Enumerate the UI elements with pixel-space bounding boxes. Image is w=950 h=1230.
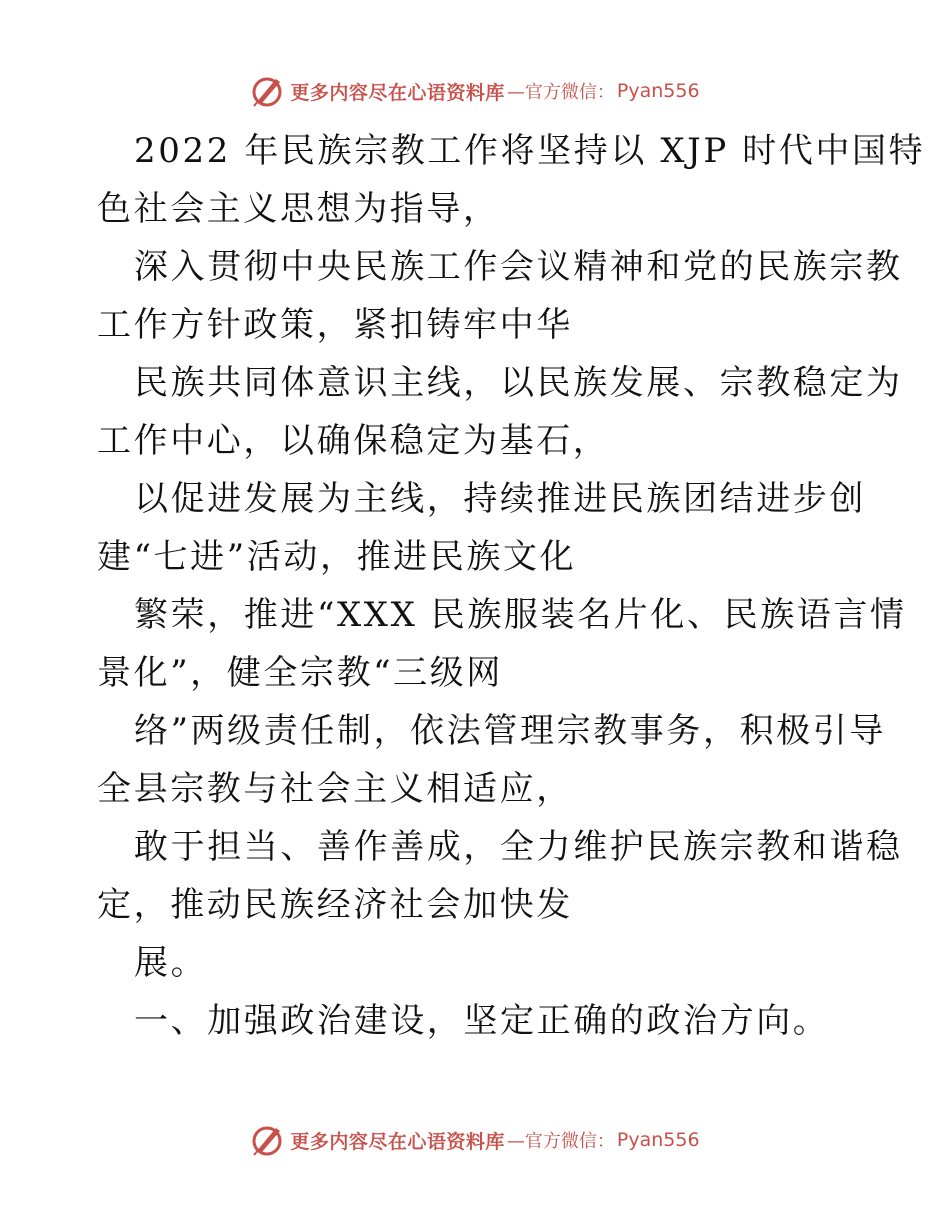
text-line: 定，推动民族经济社会加快发: [97, 885, 573, 925]
text-line: 2022 年民族宗教工作将坚持以 XJP 时代中国特: [134, 131, 926, 171]
banner-main-text: 更多内容尽在心语资料库: [290, 81, 505, 104]
section-heading: 一、加强政治建设，坚定正确的政治方向。: [134, 1001, 830, 1041]
header-watermark-banner: [0, 71, 950, 111]
banner-id-text: Pyan556: [616, 80, 700, 102]
banner-id-text: Pyan556: [616, 1129, 700, 1151]
text-line: 以促进发展为主线，持续推进民族团结进步创: [134, 479, 866, 519]
quill-pen-circle-icon: [250, 1122, 286, 1158]
text-line: 全县宗教与社会主义相适应，: [97, 769, 573, 809]
text-line: 络”两级责任制，依法管理宗教事务，积极引导: [134, 711, 886, 751]
text-line: 展。: [134, 943, 208, 983]
text-line: 深入贯彻中央民族工作会议精神和党的民族宗教: [134, 247, 903, 287]
text-line: 敢于担当、善作善成，全力维护民族宗教和谐稳: [134, 827, 903, 867]
banner-dash-text: —官方微信：: [506, 1131, 615, 1152]
text-line: 建“七进”活动，推进民族文化: [97, 537, 577, 577]
banner-dash-text: —官方微信：: [506, 82, 615, 103]
text-line: 色社会主义思想为指导，: [97, 189, 500, 229]
document-body: [97, 122, 926, 1050]
footer-watermark-banner: [0, 1120, 950, 1160]
text-line: 工作方针政策，紧扣铸牢中华: [97, 305, 573, 345]
banner-main-text: 更多内容尽在心语资料库: [290, 1130, 505, 1153]
quill-pen-circle-icon: [250, 73, 286, 109]
text-line: 繁荣，推进“XXX 民族服装名片化、民族语言情: [134, 595, 907, 635]
text-line: 景化”，健全宗教“三级网: [97, 653, 503, 693]
text-line: 民族共同体意识主线，以民族发展、宗教稳定为: [134, 363, 903, 403]
text-line: 工作中心，以确保稳定为基石，: [97, 421, 610, 461]
